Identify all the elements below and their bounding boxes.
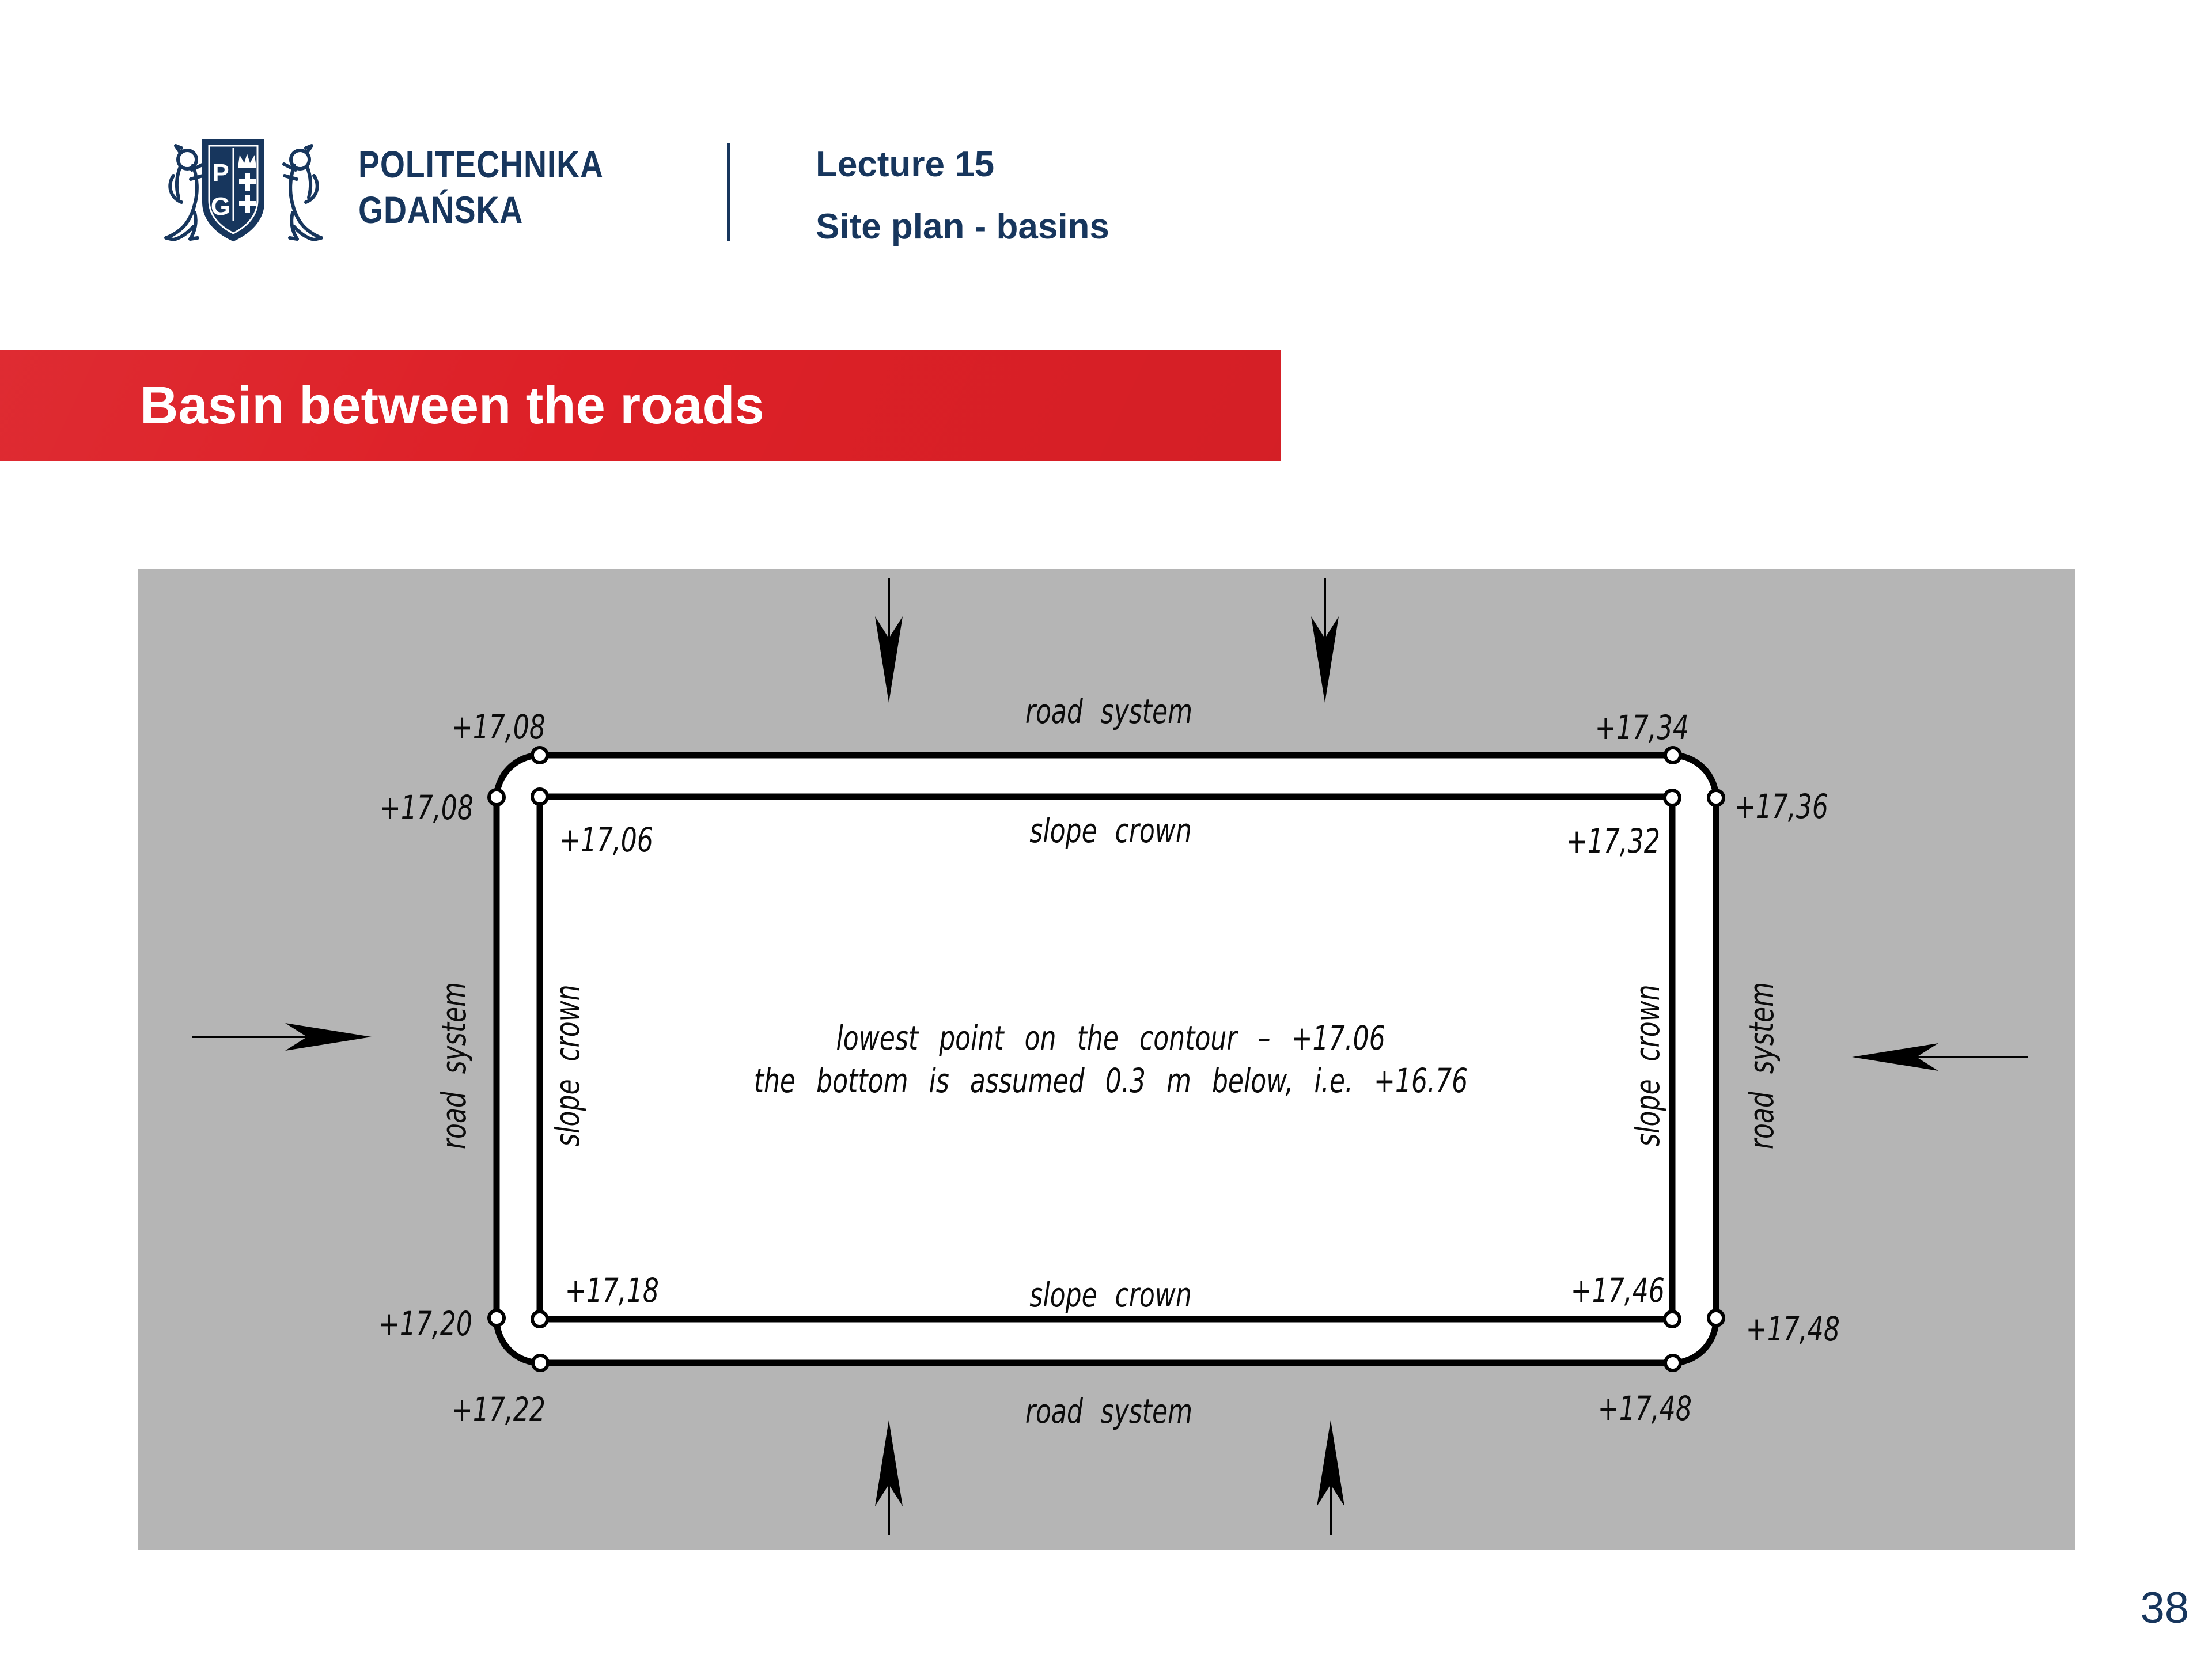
- university-name-line2: GDAŃSKA: [358, 188, 524, 231]
- page-number: 38: [2140, 1584, 2189, 1633]
- basin-inner-contour: [540, 797, 1672, 1319]
- monogram-p: P: [212, 159, 229, 187]
- lecture-number: Lecture 15: [816, 145, 995, 184]
- university-name-line1: POLITECHNIKA: [358, 143, 604, 185]
- lecture-topic: Site plan - basins: [816, 207, 1109, 247]
- slide-title: Basin between the roads: [140, 376, 764, 435]
- monogram-g: G: [210, 192, 231, 221]
